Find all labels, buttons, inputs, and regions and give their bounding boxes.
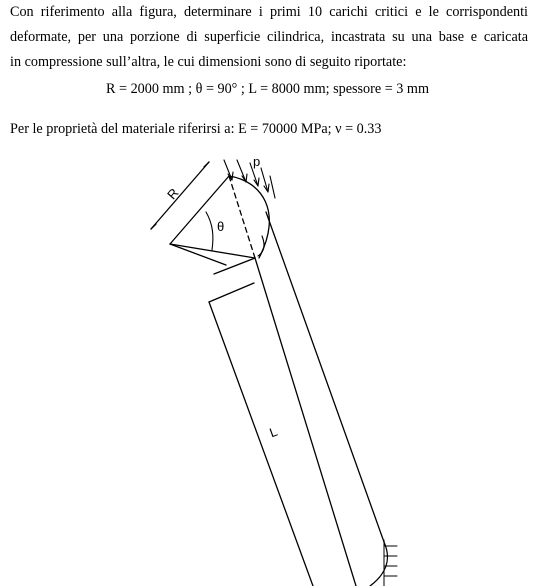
shell-inner-arc [258,236,264,256]
angle-leader [170,244,226,265]
label-radius: R [164,185,182,203]
angle-arc [206,212,213,250]
statement-line-2: deformate, per una porzione di superficie cilindrica, incastrata su una base e caricata [10,29,528,45]
statement-line-1: Con riferimento alla figura, determinare i primi 10 carichi critici e le corrispondenti [10,4,528,20]
load-arrows [224,160,275,198]
length-dimension-line [209,302,313,586]
shell-hidden-generatrix [229,176,255,258]
material-properties: Per le proprietà del materiale riferirsi a: E = 70000 MPa; ν = 0.33 [10,121,382,137]
shell-top-edge [229,176,269,258]
label-length: L [267,423,280,441]
dimensions-formula: R = 2000 mm ; θ = 90° ; L = 8000 mm; spessore = 3 mm [106,81,429,97]
label-load: p [253,154,261,169]
angle-wedge-line [214,258,255,274]
label-angle: θ [217,219,225,234]
shell-bottom-curve [370,542,388,586]
cylindrical-shell-figure [0,150,535,586]
statement-line-3: in compressione sull’altra, le cui dimensioni sono di seguito riportate: [10,54,407,70]
shell-back-edge [266,212,384,542]
problem-statement [10,0,528,75]
